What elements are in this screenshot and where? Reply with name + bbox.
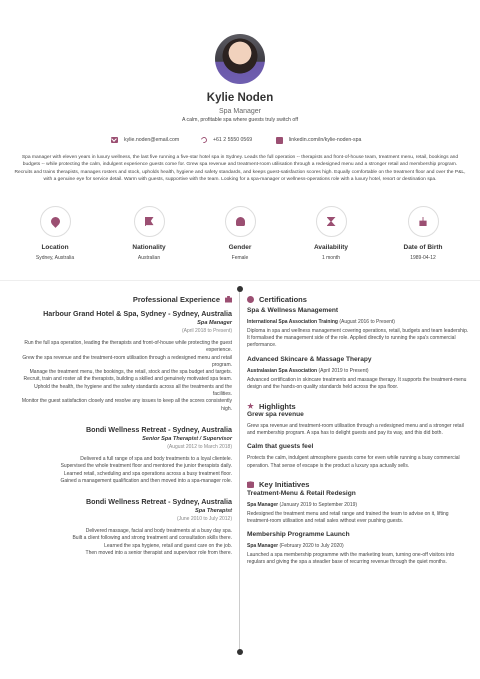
star-icon xyxy=(247,403,254,410)
job-dates: (June 2010 to July 2012) xyxy=(176,516,232,523)
stat-label: Availability xyxy=(313,244,349,251)
stat-value: Female xyxy=(231,255,249,261)
stat-value: 1989-04-12 xyxy=(410,255,436,261)
job-bullet: Delivered a full range of spa and body treatments to a loyal clientele. xyxy=(80,455,232,462)
stat-availability xyxy=(296,206,366,261)
hourglass-icon xyxy=(327,217,336,226)
initiative-name: Membership Programme Launch xyxy=(247,531,350,539)
job-bullet: Supervised the whole treatment floor and mentored the junior therapists daily. xyxy=(60,463,232,470)
contact-email-text: kylie.noden@email.com xyxy=(124,137,180,143)
cert-meta: International Spa Association Training (August 2016 to Present) xyxy=(247,319,395,325)
initiative-meta: Spa Manager (February 2020 to July 2020) xyxy=(247,543,344,550)
job-bullet: Monitor the guest satisfaction closely and resolve any issues to keep all the scores consistently high. xyxy=(21,398,232,412)
job-dates: (April 2018 to Present) xyxy=(181,328,232,334)
highlights-heading: Highlights xyxy=(247,401,469,411)
job-employer: Bondi Wellness Retreat - Sydney, Australia xyxy=(85,497,232,507)
initiatives-section xyxy=(247,480,469,567)
stat-value: Australian xyxy=(137,255,161,261)
job-bullet: Run the full spa operation, leading the therapists and front-of-house while protecting the guest experience. xyxy=(24,340,232,354)
job-entry xyxy=(14,425,232,485)
highlight-name: Calm that guests feel xyxy=(247,443,314,451)
candidate-role: Spa Manager xyxy=(218,108,262,115)
job-entry xyxy=(14,309,232,413)
job-bullet: Built a client following and strong treatment and consultation skills there. xyxy=(72,535,232,542)
experience-heading: Professional Experience xyxy=(14,294,232,304)
job-bullet: Grew the spa revenue and the treatment-room utilisation through a redesigned menu and retail program. xyxy=(22,354,232,368)
stat-label: Nationality xyxy=(132,244,166,251)
stat-location xyxy=(20,206,90,261)
personal-stats xyxy=(20,206,460,266)
job-bullet: Gained a management qualification and then moved into a spa-manager role. xyxy=(60,477,232,484)
experience-section xyxy=(14,294,232,557)
job-bullets xyxy=(14,340,232,413)
flag-icon xyxy=(145,217,154,226)
contact-phone-text: +61 2 5550 0569 xyxy=(213,137,253,143)
job-bullet: Delivered massage, facial and body treatments at a busy day spa. xyxy=(85,528,232,535)
job-role: Spa Manager xyxy=(197,320,232,326)
stat-value: 1 month xyxy=(321,255,341,261)
briefcase-icon xyxy=(225,296,232,303)
initiative-meta: Spa Manager (January 2019 to September 2019) xyxy=(247,501,358,508)
location-pin-icon xyxy=(49,215,62,228)
cert-name: Spa & Wellness Management xyxy=(247,307,339,314)
job-bullets xyxy=(14,456,232,485)
job-bullet: Learned retail, scheduling and spa operations across a busy treatment floor. xyxy=(63,470,232,477)
stat-label: Location xyxy=(41,244,69,251)
timeline-line xyxy=(239,290,240,652)
person-icon xyxy=(236,217,245,226)
timeline-dot-top xyxy=(237,286,243,292)
job-bullet: Recruit, train and roster all the therapists, building a skilled and genuinely motivated spa team. xyxy=(23,376,232,383)
cert-meta: Australasian Spa Association (April 2019 to Present) xyxy=(247,367,369,374)
contact-phone[interactable] xyxy=(201,135,252,145)
highlight-desc: Protects the calm, indulgent atmosphere guests come for even while running a busy commercial operation. That sense of escape is the product a luxury spa actually sells. xyxy=(247,455,460,469)
job-entry xyxy=(14,497,232,557)
job-bullet: Manage the treatment menu, the bookings, the retail, stock and the spa budget and targets. xyxy=(29,369,232,376)
stat-label: Gender xyxy=(228,244,252,251)
job-bullet: Learned the spa hygiene, retail and guest care on the job. xyxy=(104,542,232,549)
job-role: Senior Spa Therapist / Supervisor xyxy=(142,435,232,442)
certificate-icon xyxy=(247,296,254,303)
certifications-section xyxy=(247,294,469,391)
initiatives-heading: Key Initiatives xyxy=(247,480,469,490)
certifications-heading: Certifications xyxy=(247,294,469,304)
initiative-name: Treatment-Menu & Retail Redesign xyxy=(247,489,356,497)
job-employer: Harbour Grand Hotel & Spa, Sydney - Sydney, Australia xyxy=(43,309,232,318)
job-bullets xyxy=(14,528,232,557)
cake-icon xyxy=(419,217,428,226)
mail-icon xyxy=(111,137,118,143)
highlight-desc: Grew spa revenue and treatment-room utilisation through a redesigned menu and a stronger retail and membership program. A spa has to delight guests and pay its way, and this did both. xyxy=(247,423,464,437)
stat-nationality xyxy=(114,206,184,261)
phone-icon xyxy=(200,136,208,144)
avatar xyxy=(215,34,265,84)
initiative-desc: Redesigned the treatment menu and retail range and trained the team to advise on it, lifting treatment-room utilisation and retail sales without ever pushing guests. xyxy=(247,510,449,525)
contact-linkedin-text: linkedin.com/in/kylie-noden-spa xyxy=(289,137,362,143)
initiative-desc: Launched a spa membership programme with the marketing team, turning one-off visitors into regulars and giving the spa a steadier base of recurring revenue through the quiet months. xyxy=(247,552,455,566)
contact-linkedin[interactable] xyxy=(276,135,361,145)
section-divider xyxy=(0,280,480,281)
linkedin-icon xyxy=(276,137,283,144)
cert-name: Advanced Skincare & Massage Therapy xyxy=(247,355,372,363)
cert-desc: Diploma in spa and wellness management covering operations, retail, budgets and team leadership. It formalised the management side of the role. Applied directly to running the spa's commercial performance. xyxy=(247,328,469,349)
stat-date-of-birth xyxy=(388,206,458,261)
stat-label: Date of Birth xyxy=(403,244,443,251)
candidate-name: Kylie Noden xyxy=(206,92,274,104)
stat-gender xyxy=(205,206,275,261)
job-employer: Bondi Wellness Retreat - Sydney, Australia xyxy=(85,424,232,434)
stat-value: Sydney, Australia xyxy=(35,255,75,261)
candidate-tagline: A calm, profitable spa where guests truly switch off xyxy=(181,117,299,123)
cert-desc: Advanced certification in skincare treatments and massage therapy. It supports the treatment-menu design and the hands-on quality standards held across the spa floor. xyxy=(247,376,467,390)
profile-summary: Spa manager with eleven years in luxury wellness, the last five running a five-star hotel spa in Sydney. Leads the full operation -- therapists and front-of-house team, treatment menu, retail, bookings and budgets -- while protecting the calm, indulgent experience guests come for. Grew spa revenue and treatment-room utilisation through a redesigned menu and a stronger retail and membership program. Recruits and trains therapists, manages rosters and stock, upholds health, hygiene and safety standards, and keeps guest-satisfaction scores high. Equally comfortable on the treatment floor and over the P&L, with a genuine eye for service detail. Warm with guests, supportive with the team. Looking for a spa-manager or wellness-operations role with a luxury hotel, resort or destination spa. xyxy=(14,155,466,183)
right-column xyxy=(247,294,469,567)
job-dates: (August 2012 to March 2018) xyxy=(167,443,232,450)
highlights-section xyxy=(247,401,469,470)
highlight-name: Grew spa revenue xyxy=(247,411,304,419)
contact-email[interactable] xyxy=(111,135,179,145)
job-bullet: Then moved into a senior therapist and supervisor role from there. xyxy=(85,550,232,557)
timeline-dot-bottom xyxy=(237,649,243,655)
book-icon xyxy=(247,481,254,488)
job-bullet: Uphold the health, the hygiene and the safety standards across all the treatments and the facilities. xyxy=(34,383,232,398)
job-role: Spa Therapist xyxy=(195,508,232,515)
